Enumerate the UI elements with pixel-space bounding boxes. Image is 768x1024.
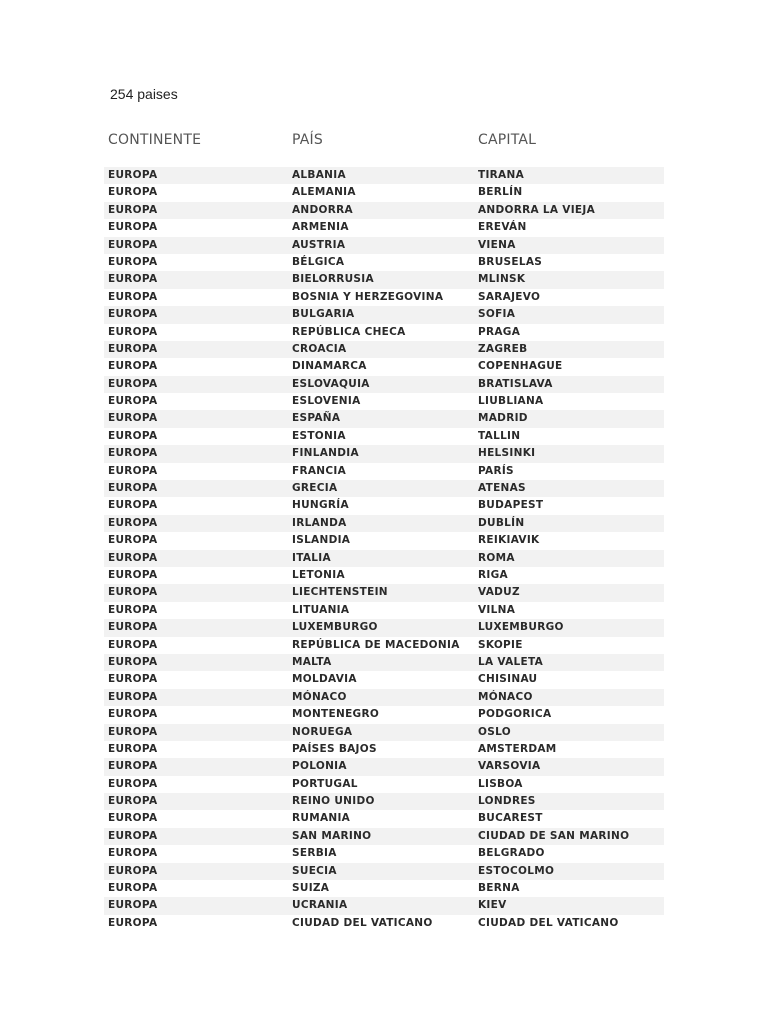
cell-country: ARMENIA [292, 221, 349, 234]
cell-capital: BUCAREST [478, 812, 543, 825]
cell-continent: EUROPA [108, 395, 158, 408]
cell-continent: EUROPA [108, 916, 158, 929]
cell-continent: EUROPA [108, 690, 158, 703]
table-row [104, 724, 664, 741]
cell-capital: DUBLÍN [478, 516, 525, 529]
table-row [104, 602, 664, 619]
table-row [104, 584, 664, 601]
cell-capital: OSLO [478, 725, 511, 738]
table-row [104, 532, 664, 549]
cell-capital: TIRANA [478, 169, 524, 181]
cell-capital: PODGORICA [478, 708, 552, 721]
cell-capital: HELSINKI [478, 447, 536, 460]
cell-capital: VADUZ [478, 586, 520, 599]
cell-capital: MADRID [478, 412, 528, 425]
cell-continent: EUROPA [108, 586, 158, 599]
cell-continent: EUROPA [108, 638, 158, 651]
table-row [104, 567, 664, 584]
cell-continent: EUROPA [108, 725, 158, 738]
table-row [104, 480, 664, 497]
cell-continent: EUROPA [108, 447, 158, 460]
table-row [104, 845, 664, 862]
cell-capital: LISBOA [478, 777, 523, 790]
cell-country: ALEMANIA [292, 186, 356, 199]
cell-capital: LIUBLIANA [478, 395, 544, 408]
cell-continent: EUROPA [108, 255, 158, 268]
cell-country: FINLANDIA [292, 447, 359, 460]
cell-country: ESPAÑA [292, 412, 341, 425]
cell-continent: EUROPA [108, 742, 158, 755]
cell-country: DINAMARCA [292, 360, 367, 373]
cell-country: NORUEGA [292, 725, 353, 738]
cell-capital: CIUDAD DE SAN MARINO [478, 829, 630, 842]
table-row [104, 654, 664, 671]
cell-continent: EUROPA [108, 308, 158, 321]
table-row [104, 271, 664, 288]
cell-continent: EUROPA [108, 482, 158, 495]
cell-continent: EUROPA [108, 847, 158, 860]
cell-country: ESLOVENIA [292, 395, 361, 408]
cell-continent: EUROPA [108, 777, 158, 790]
table-row [104, 445, 664, 462]
table-row [104, 897, 664, 914]
cell-country: ALBANIA [292, 169, 346, 181]
cell-continent: EUROPA [108, 377, 158, 390]
table-row [104, 289, 664, 306]
table-row [104, 410, 664, 427]
table-header [104, 130, 664, 154]
table-row [104, 202, 664, 219]
cell-continent: EUROPA [108, 464, 158, 477]
cell-capital: ESTOCOLMO [478, 864, 555, 877]
cell-country: SUIZA [292, 882, 330, 895]
cell-capital: KIEV [478, 899, 507, 912]
table-row [104, 810, 664, 827]
cell-capital: ZAGREB [478, 342, 528, 355]
cell-country: SAN MARINO [292, 829, 372, 842]
cell-capital: LONDRES [478, 795, 536, 808]
cell-capital: SKOPIE [478, 638, 523, 651]
cell-country: REPÚBLICA DE MACEDONIA [292, 638, 460, 651]
cell-country: CROACIA [292, 342, 347, 355]
cell-continent: EUROPA [108, 186, 158, 199]
header-capital: CAPITAL [478, 132, 537, 148]
cell-continent: EUROPA [108, 429, 158, 442]
cell-continent: EUROPA [108, 568, 158, 581]
cell-continent: EUROPA [108, 829, 158, 842]
cell-country: PAÍSES BAJOS [292, 742, 377, 755]
cell-capital: MÓNACO [478, 690, 533, 703]
cell-country: UCRANIA [292, 899, 348, 912]
cell-capital: REIKIAVIK [478, 534, 540, 547]
cell-country: POLONIA [292, 760, 347, 773]
cell-country: MALTA [292, 655, 332, 668]
cell-capital: COPENHAGUE [478, 360, 563, 373]
cell-country: ITALIA [292, 551, 331, 564]
cell-country: ISLANDIA [292, 534, 351, 547]
cell-continent: EUROPA [108, 621, 158, 634]
table-row [104, 880, 664, 897]
cell-capital: BELGRADO [478, 847, 545, 860]
cell-capital: RIGA [478, 568, 508, 581]
cell-country: REPÚBLICA CHECA [292, 325, 406, 338]
cell-continent: EUROPA [108, 273, 158, 286]
table-row [104, 619, 664, 636]
cell-capital: PRAGA [478, 325, 521, 338]
cell-capital: BRUSELAS [478, 255, 543, 268]
cell-capital: VIENA [478, 238, 516, 251]
table-row [104, 637, 664, 654]
cell-country: ESLOVAQUIA [292, 377, 370, 390]
table-row [104, 671, 664, 688]
cell-continent: EUROPA [108, 221, 158, 234]
cell-continent: EUROPA [108, 551, 158, 564]
table-row [104, 254, 664, 271]
cell-country: LIECHTENSTEIN [292, 586, 388, 599]
header-country: PAÍS [292, 132, 323, 148]
table-row [104, 758, 664, 775]
cell-continent: EUROPA [108, 812, 158, 825]
cell-capital: BRATISLAVA [478, 377, 553, 390]
table-row [104, 497, 664, 514]
table-row [104, 515, 664, 532]
cell-capital: TALLIN [478, 429, 521, 442]
cell-continent: EUROPA [108, 864, 158, 877]
cell-capital: CHISINAU [478, 673, 538, 686]
table-row [104, 706, 664, 723]
cell-continent: EUROPA [108, 499, 158, 512]
table-row [104, 915, 664, 932]
table-row [104, 167, 664, 184]
cell-capital: PARÍS [478, 464, 514, 477]
table-row [104, 428, 664, 445]
table-row [104, 376, 664, 393]
table-row [104, 184, 664, 201]
cell-country: GRECIA [292, 482, 338, 495]
cell-continent: EUROPA [108, 603, 158, 616]
cell-continent: EUROPA [108, 795, 158, 808]
cell-capital: ANDORRA LA VIEJA [478, 203, 596, 216]
cell-capital: ROMA [478, 551, 515, 564]
cell-country: LUXEMBURGO [292, 621, 378, 634]
table-row [104, 776, 664, 793]
cell-country: LITUANIA [292, 603, 350, 616]
cell-continent: EUROPA [108, 534, 158, 547]
table-row [104, 219, 664, 236]
cell-country: ANDORRA [292, 203, 353, 216]
table-row [104, 393, 664, 410]
cell-capital: ATENAS [478, 482, 526, 495]
cell-continent: EUROPA [108, 342, 158, 355]
cell-continent: EUROPA [108, 899, 158, 912]
cell-country: PORTUGAL [292, 777, 358, 790]
cell-capital: LUXEMBURGO [478, 621, 564, 634]
table-row [104, 341, 664, 358]
cell-continent: EUROPA [108, 238, 158, 251]
cell-continent: EUROPA [108, 708, 158, 721]
cell-continent: EUROPA [108, 655, 158, 668]
table-row [104, 689, 664, 706]
cell-capital: VARSOVIA [478, 760, 541, 773]
cell-capital: BERNA [478, 882, 520, 895]
cell-country: MOLDAVIA [292, 673, 357, 686]
table-row [104, 463, 664, 480]
cell-continent: EUROPA [108, 516, 158, 529]
cell-country: MONTENEGRO [292, 708, 380, 721]
cell-country: FRANCIA [292, 464, 347, 477]
table-row [104, 306, 664, 323]
cell-country: BIELORRUSIA [292, 273, 374, 286]
cell-capital: BERLÍN [478, 186, 523, 199]
cell-country: BÉLGICA [292, 255, 345, 268]
cell-country: SERBIA [292, 847, 337, 860]
cell-country: IRLANDA [292, 516, 347, 529]
cell-capital: VILNA [478, 603, 516, 616]
cell-capital: SOFIA [478, 308, 516, 321]
cell-country: MÓNACO [292, 690, 347, 703]
table-row [104, 828, 664, 845]
cell-country: BULGARIA [292, 308, 355, 321]
table-row [104, 358, 664, 375]
cell-capital: BUDAPEST [478, 499, 544, 512]
cell-country: ESTONIA [292, 429, 346, 442]
cell-continent: EUROPA [108, 412, 158, 425]
table-row [104, 863, 664, 880]
cell-continent: EUROPA [108, 169, 158, 181]
cell-capital: SARAJEVO [478, 290, 541, 303]
cell-continent: EUROPA [108, 882, 158, 895]
cell-capital: AMSTERDAM [478, 742, 557, 755]
table-row [104, 237, 664, 254]
cell-continent: EUROPA [108, 360, 158, 373]
cell-capital: CIUDAD DEL VATICANO [478, 916, 619, 929]
cell-continent: EUROPA [108, 325, 158, 338]
cell-country: AUSTRIA [292, 238, 346, 251]
cell-country: BOSNIA Y HERZEGOVINA [292, 290, 444, 303]
cell-continent: EUROPA [108, 290, 158, 303]
cell-country: CIUDAD DEL VATICANO [292, 916, 433, 929]
cell-country: HUNGRÍA [292, 499, 349, 512]
cell-continent: EUROPA [108, 673, 158, 686]
cell-continent: EUROPA [108, 203, 158, 216]
cell-capital: LA VALETA [478, 655, 544, 668]
countries-table [104, 130, 664, 929]
cell-country: LETONIA [292, 568, 345, 581]
cell-capital: MLINSK [478, 273, 526, 286]
cell-capital: EREVÁN [478, 221, 527, 234]
table-body [104, 167, 664, 932]
country-count: 254 paises [110, 86, 178, 102]
table-row [104, 741, 664, 758]
cell-continent: EUROPA [108, 760, 158, 773]
table-row [104, 793, 664, 810]
cell-country: SUECIA [292, 864, 337, 877]
cell-country: RUMANIA [292, 812, 351, 825]
table-row [104, 550, 664, 567]
header-continent: CONTINENTE [108, 132, 202, 148]
table-row [104, 324, 664, 341]
cell-country: REINO UNIDO [292, 795, 375, 808]
